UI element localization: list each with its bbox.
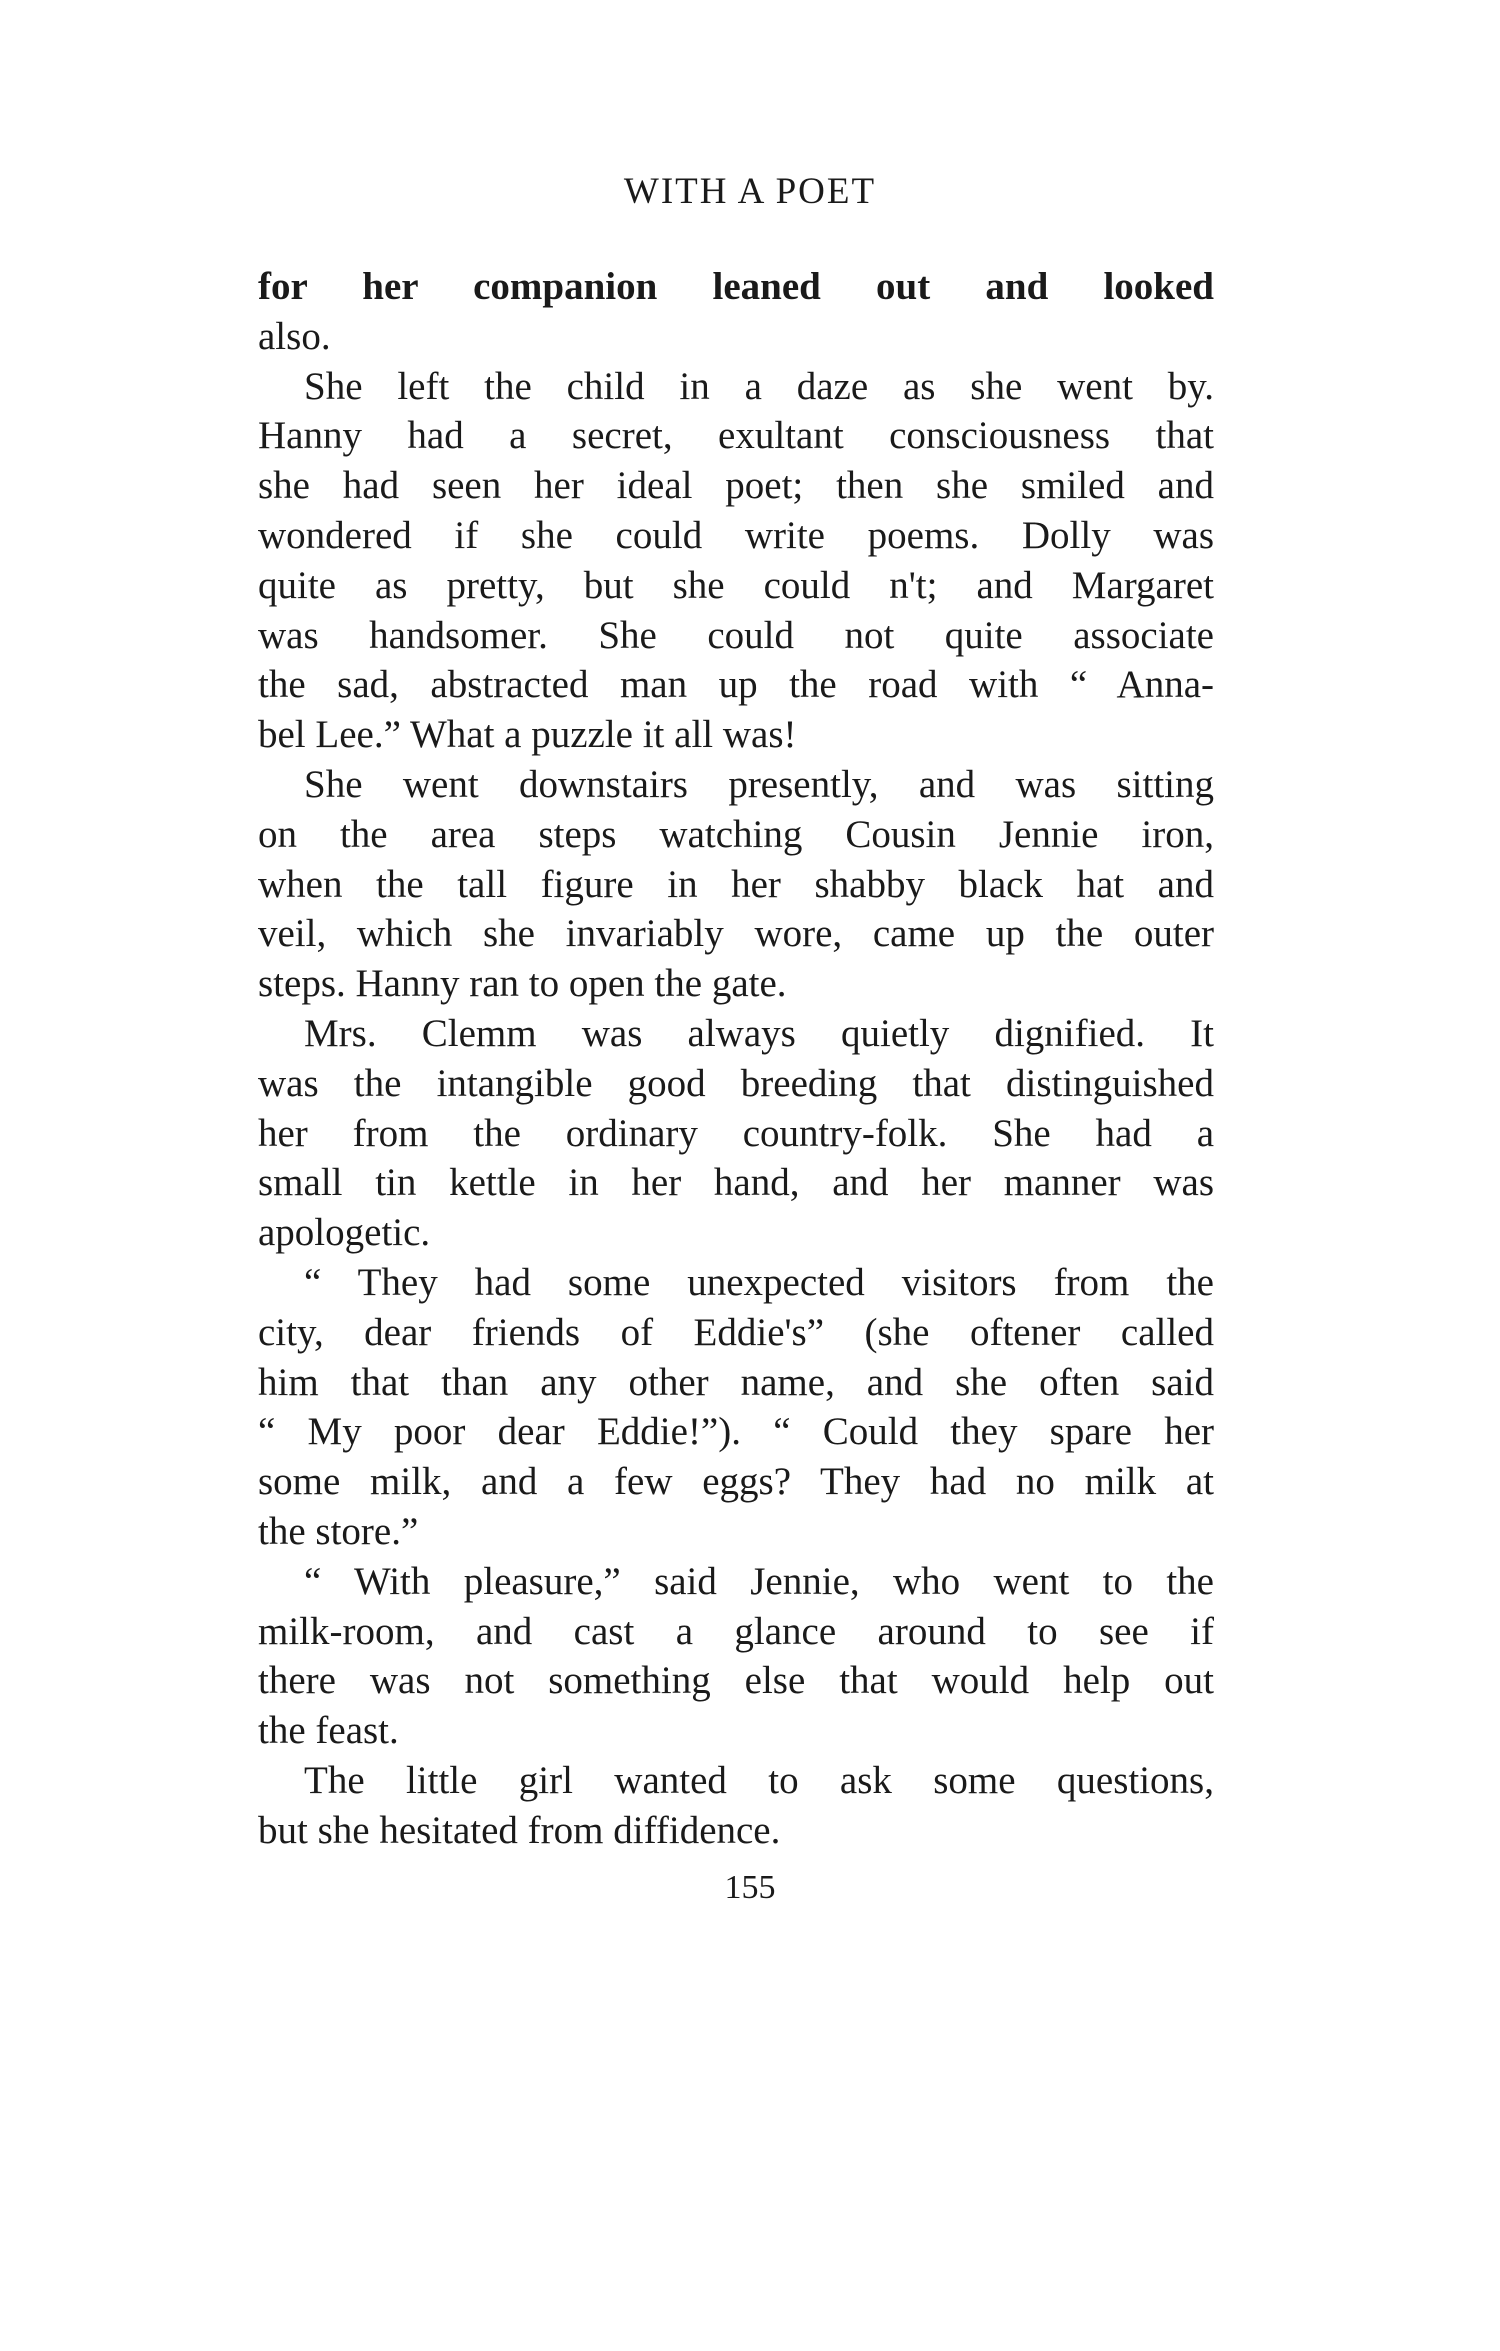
text-line: when the tall figure in her shabby black hat and	[258, 862, 1214, 906]
text-line: wondered if she could write poems. Dolly was	[258, 513, 1214, 557]
text-line: The little girl wanted to ask some questions,	[304, 1758, 1214, 1802]
text-line: was handsomer. She could not quite associate	[258, 613, 1214, 657]
body-text	[258, 262, 1214, 1856]
text-line: but she hesitated from diffidence.	[258, 1808, 781, 1852]
text-line: veil, which she invariably wore, came up the outer	[258, 912, 1214, 956]
text-line: she had seen her ideal poet; then she smiled and	[258, 464, 1214, 508]
text-line: Mrs. Clemm was always quietly dignified. It	[304, 1011, 1214, 1055]
text-line: the store.”	[258, 1509, 419, 1553]
text-line: the sad, abstracted man up the road with “ Anna-	[258, 663, 1214, 707]
text-line: She left the child in a daze as she went by.	[304, 364, 1214, 408]
text-line: there was not something else that would help out	[258, 1659, 1214, 1703]
running-head: WITH A POET	[623, 171, 877, 212]
text-line: small tin kettle in her hand, and her manner was	[258, 1161, 1214, 1205]
text-line: quite as pretty, but she could n't; and Margaret	[258, 563, 1214, 607]
text-line: him that than any other name, and she often said	[258, 1360, 1214, 1404]
text-line: “ They had some unexpected visitors from the	[304, 1260, 1214, 1304]
text-line: milk-room, and cast a glance around to see if	[258, 1609, 1214, 1653]
text-line: She went downstairs presently, and was sitting	[304, 762, 1214, 806]
text-line: for her companion leaned out and looked	[258, 265, 1214, 308]
text-line: on the area steps watching Cousin Jennie iron,	[258, 812, 1214, 856]
text-line: also.	[258, 314, 331, 358]
text-line: some milk, and a few eggs? They had no milk at	[258, 1460, 1214, 1504]
text-line: steps. Hanny ran to open the gate.	[258, 962, 787, 1006]
text-line: “ My poor dear Eddie!”). “ Could they spare her	[258, 1410, 1214, 1454]
text-line: her from the ordinary country-folk. She had a	[258, 1111, 1214, 1155]
text-line: Hanny had a secret, exultant consciousness that	[258, 414, 1214, 458]
text-line: apologetic.	[258, 1211, 431, 1255]
text-line: city, dear friends of Eddie's” (she oftener called	[258, 1310, 1214, 1354]
text-line: bel Lee.” What a puzzle it all was!	[258, 713, 797, 757]
page-number: 155	[724, 1869, 776, 1906]
text-line: was the intangible good breeding that distinguished	[258, 1061, 1214, 1105]
text-line: “ With pleasure,” said Jennie, who went to the	[304, 1559, 1214, 1603]
text-line: the feast.	[258, 1709, 399, 1753]
